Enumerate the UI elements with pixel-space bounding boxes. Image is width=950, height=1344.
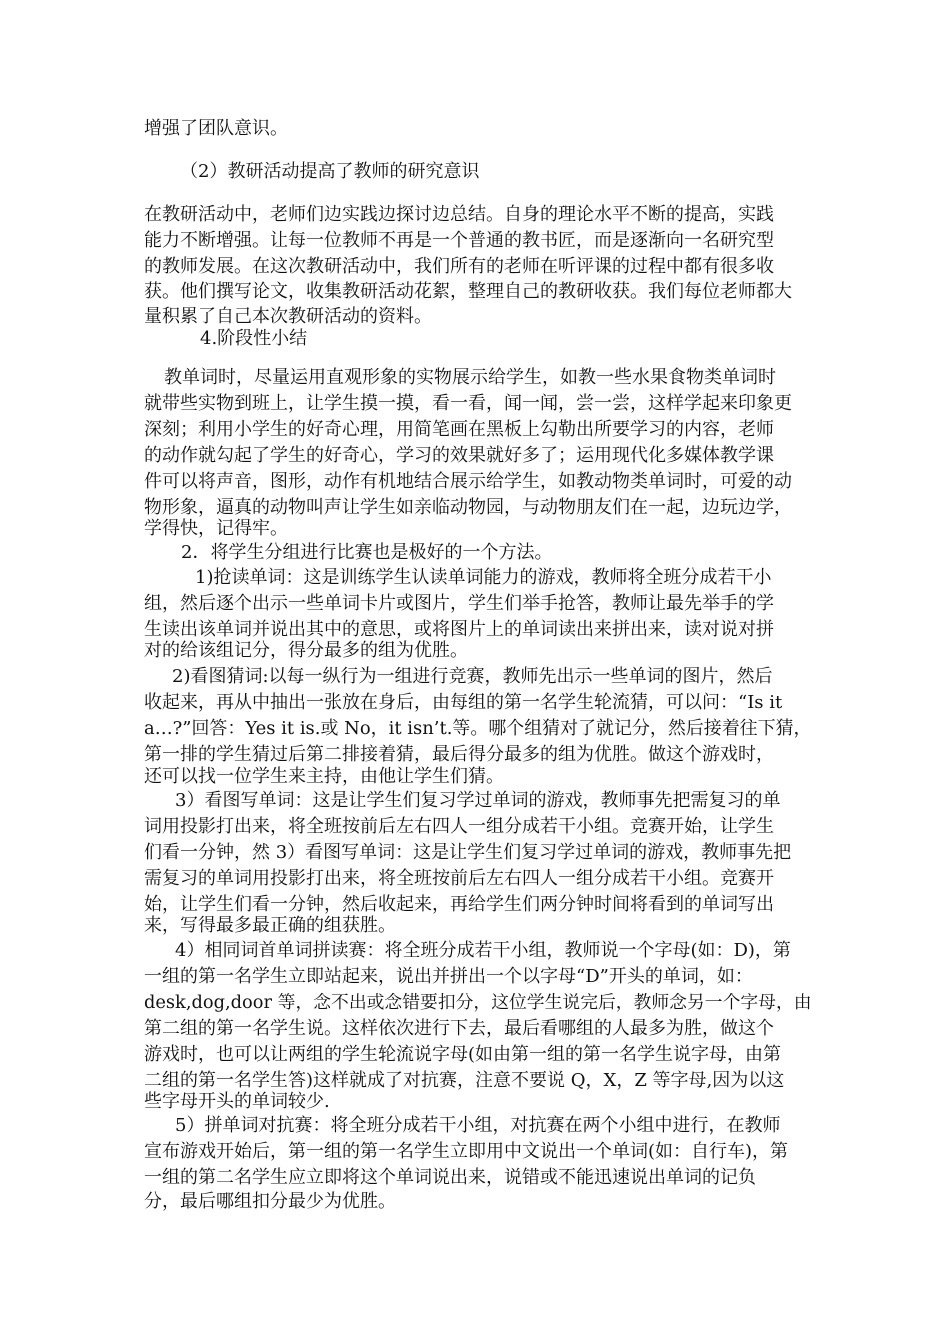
text-line: 二组的第一名学生答)这样就成了对抗赛，注意不要说 Q，X，Z 等字母,因为以这 (144, 1070, 785, 1091)
section-heading: 2．将学生分组进行比赛也是极好的一个方法。 (181, 542, 553, 563)
text-line: 教单词时，尽量运用直观形象的实物展示给学生，如教一些水果食物类单词时 (164, 367, 776, 388)
text-line: 需复习的单词用投影打出来，将全班按前后左右四人一组分成若干小组。竞赛开 (144, 868, 774, 889)
text-line: 深刻；利用小学生的好奇心理，用简笔画在黑板上勾勒出所要学习的内容，老师 (144, 419, 774, 440)
section-heading: （2）教研活动提高了教师的研究意识 (180, 161, 480, 182)
text-line: 学得快，记得牢。 (144, 518, 288, 539)
text-line: 对的给该组记分，得分最多的组为优胜。 (144, 640, 468, 661)
text-line: 的教师发展。在这次教研活动中，我们所有的老师在听评课的过程中都有很多收 (144, 256, 774, 277)
section-heading: 4.阶段性小结 (200, 328, 308, 349)
text-line: 词用投影打出来，将全班按前后左右四人一组分成若干小组。竞赛开始，让学生 (144, 816, 774, 837)
text-line: 就带些实物到班上，让学生摸一摸，看一看，闻一闻，尝一尝，这样学起来印象更 (144, 393, 792, 414)
text-line: 1)抢读单词：这是训练学生认读单词能力的游戏，教师将全班分成若干小 (195, 567, 772, 588)
text-line: 第一排的学生猜过后第二排接着猜，最后得分最多的组为优胜。做这个游戏时， (144, 744, 774, 765)
text-line: 5）拼单词对抗赛：将全班分成若干小组，对抗赛在两个小组中进行，在教师 (175, 1115, 781, 1136)
text-line: 些字母开头的单词较少. (144, 1091, 330, 1112)
text-line: a…?”回答：Yes it is.或 No，it isn’t.等。哪个组猜对了就记分，然后接着往下猜， (144, 718, 812, 739)
text-line: 增强了团队意识。 (144, 118, 288, 139)
text-line: 游戏时，也可以让两组的学生轮流说字母(如由第一组的第一名学生说字母，由第 (144, 1044, 782, 1065)
text-line: 在教研活动中，老师们边实践边探讨边总结。自身的理论水平不断的提高，实践 (144, 204, 774, 225)
text-line: 一组的第二名学生应立即将这个单词说出来，说错或不能迅速说出单词的记负 (144, 1167, 756, 1188)
text-line: 的动作就勾起了学生的好奇心，学习的效果就好多了；运用现代化多媒体教学课 (144, 445, 774, 466)
text-line: 们看一分钟，然 3）看图写单词：这是让学生们复习学过单词的游戏，教师事先把 (144, 842, 792, 863)
text-line: 能力不断增强。让每一位教师不再是一个普通的教书匠，而是逐渐向一名研究型 (144, 230, 774, 251)
text-line: 物形象，逼真的动物叫声让学生如亲临动物园，与动物朋友们在一起，边玩边学， (144, 497, 792, 518)
text-line: desk,dog,door 等，念不出或念错要扣分，这位学生说完后，教师念另一个字母，由 (144, 992, 812, 1013)
text-line: 一组的第一名学生立即站起来，说出并拼出一个以字母“D”开头的单词，如： (144, 966, 753, 987)
text-line: 第二组的第一名学生说。这样依次进行下去，最后看哪组的人最多为胜，做这个 (144, 1018, 774, 1039)
text-line: 还可以找一位学生来主持，由他让学生们猜。 (144, 766, 504, 787)
text-line: 组，然后逐个出示一些单词卡片或图片，学生们举手抢答，教师让最先举手的学 (144, 593, 774, 614)
text-line: 收起来，再从中抽出一张放在身后，由每组的第一名学生轮流猜，可以问：“Is it (144, 692, 783, 713)
text-line: 始，让学生们看一分钟，然后收起来，再给学生们两分钟时间将看到的单词写出 (144, 894, 774, 915)
text-line: 件可以将声音，图形，动作有机地结合展示给学生，如教动物类单词时，可爱的动 (144, 471, 792, 492)
text-line: 4）相同词首单词拼读赛：将全班分成若干小组，教师说一个字母(如：D)，第 (175, 940, 791, 961)
text-line: 3）看图写单词：这是让学生们复习学过单词的游戏，教师事先把需复习的单 (175, 790, 781, 811)
text-line: 来，写得最多最正确的组获胜。 (144, 915, 396, 936)
text-line: 生读出该单词并说出其中的意思，或将图片上的单词读出来拼出来，读对说对拼 (144, 619, 774, 640)
text-line: 2)看图猜词:以每一纵行为一组进行竞赛，教师先出示一些单词的图片，然后 (172, 666, 773, 687)
text-line: 获。他们撰写论文，收集教研活动花絮，整理自己的教研收获。我们每位老师都大 (144, 281, 792, 302)
text-line: 宣布游戏开始后，第一组的第一名学生立即用中文说出一个单词(如：自行车)，第 (144, 1141, 789, 1162)
text-line: 量积累了自己本次教研活动的资料。 (144, 306, 432, 327)
text-line: 分，最后哪组扣分最少为优胜。 (144, 1191, 396, 1212)
